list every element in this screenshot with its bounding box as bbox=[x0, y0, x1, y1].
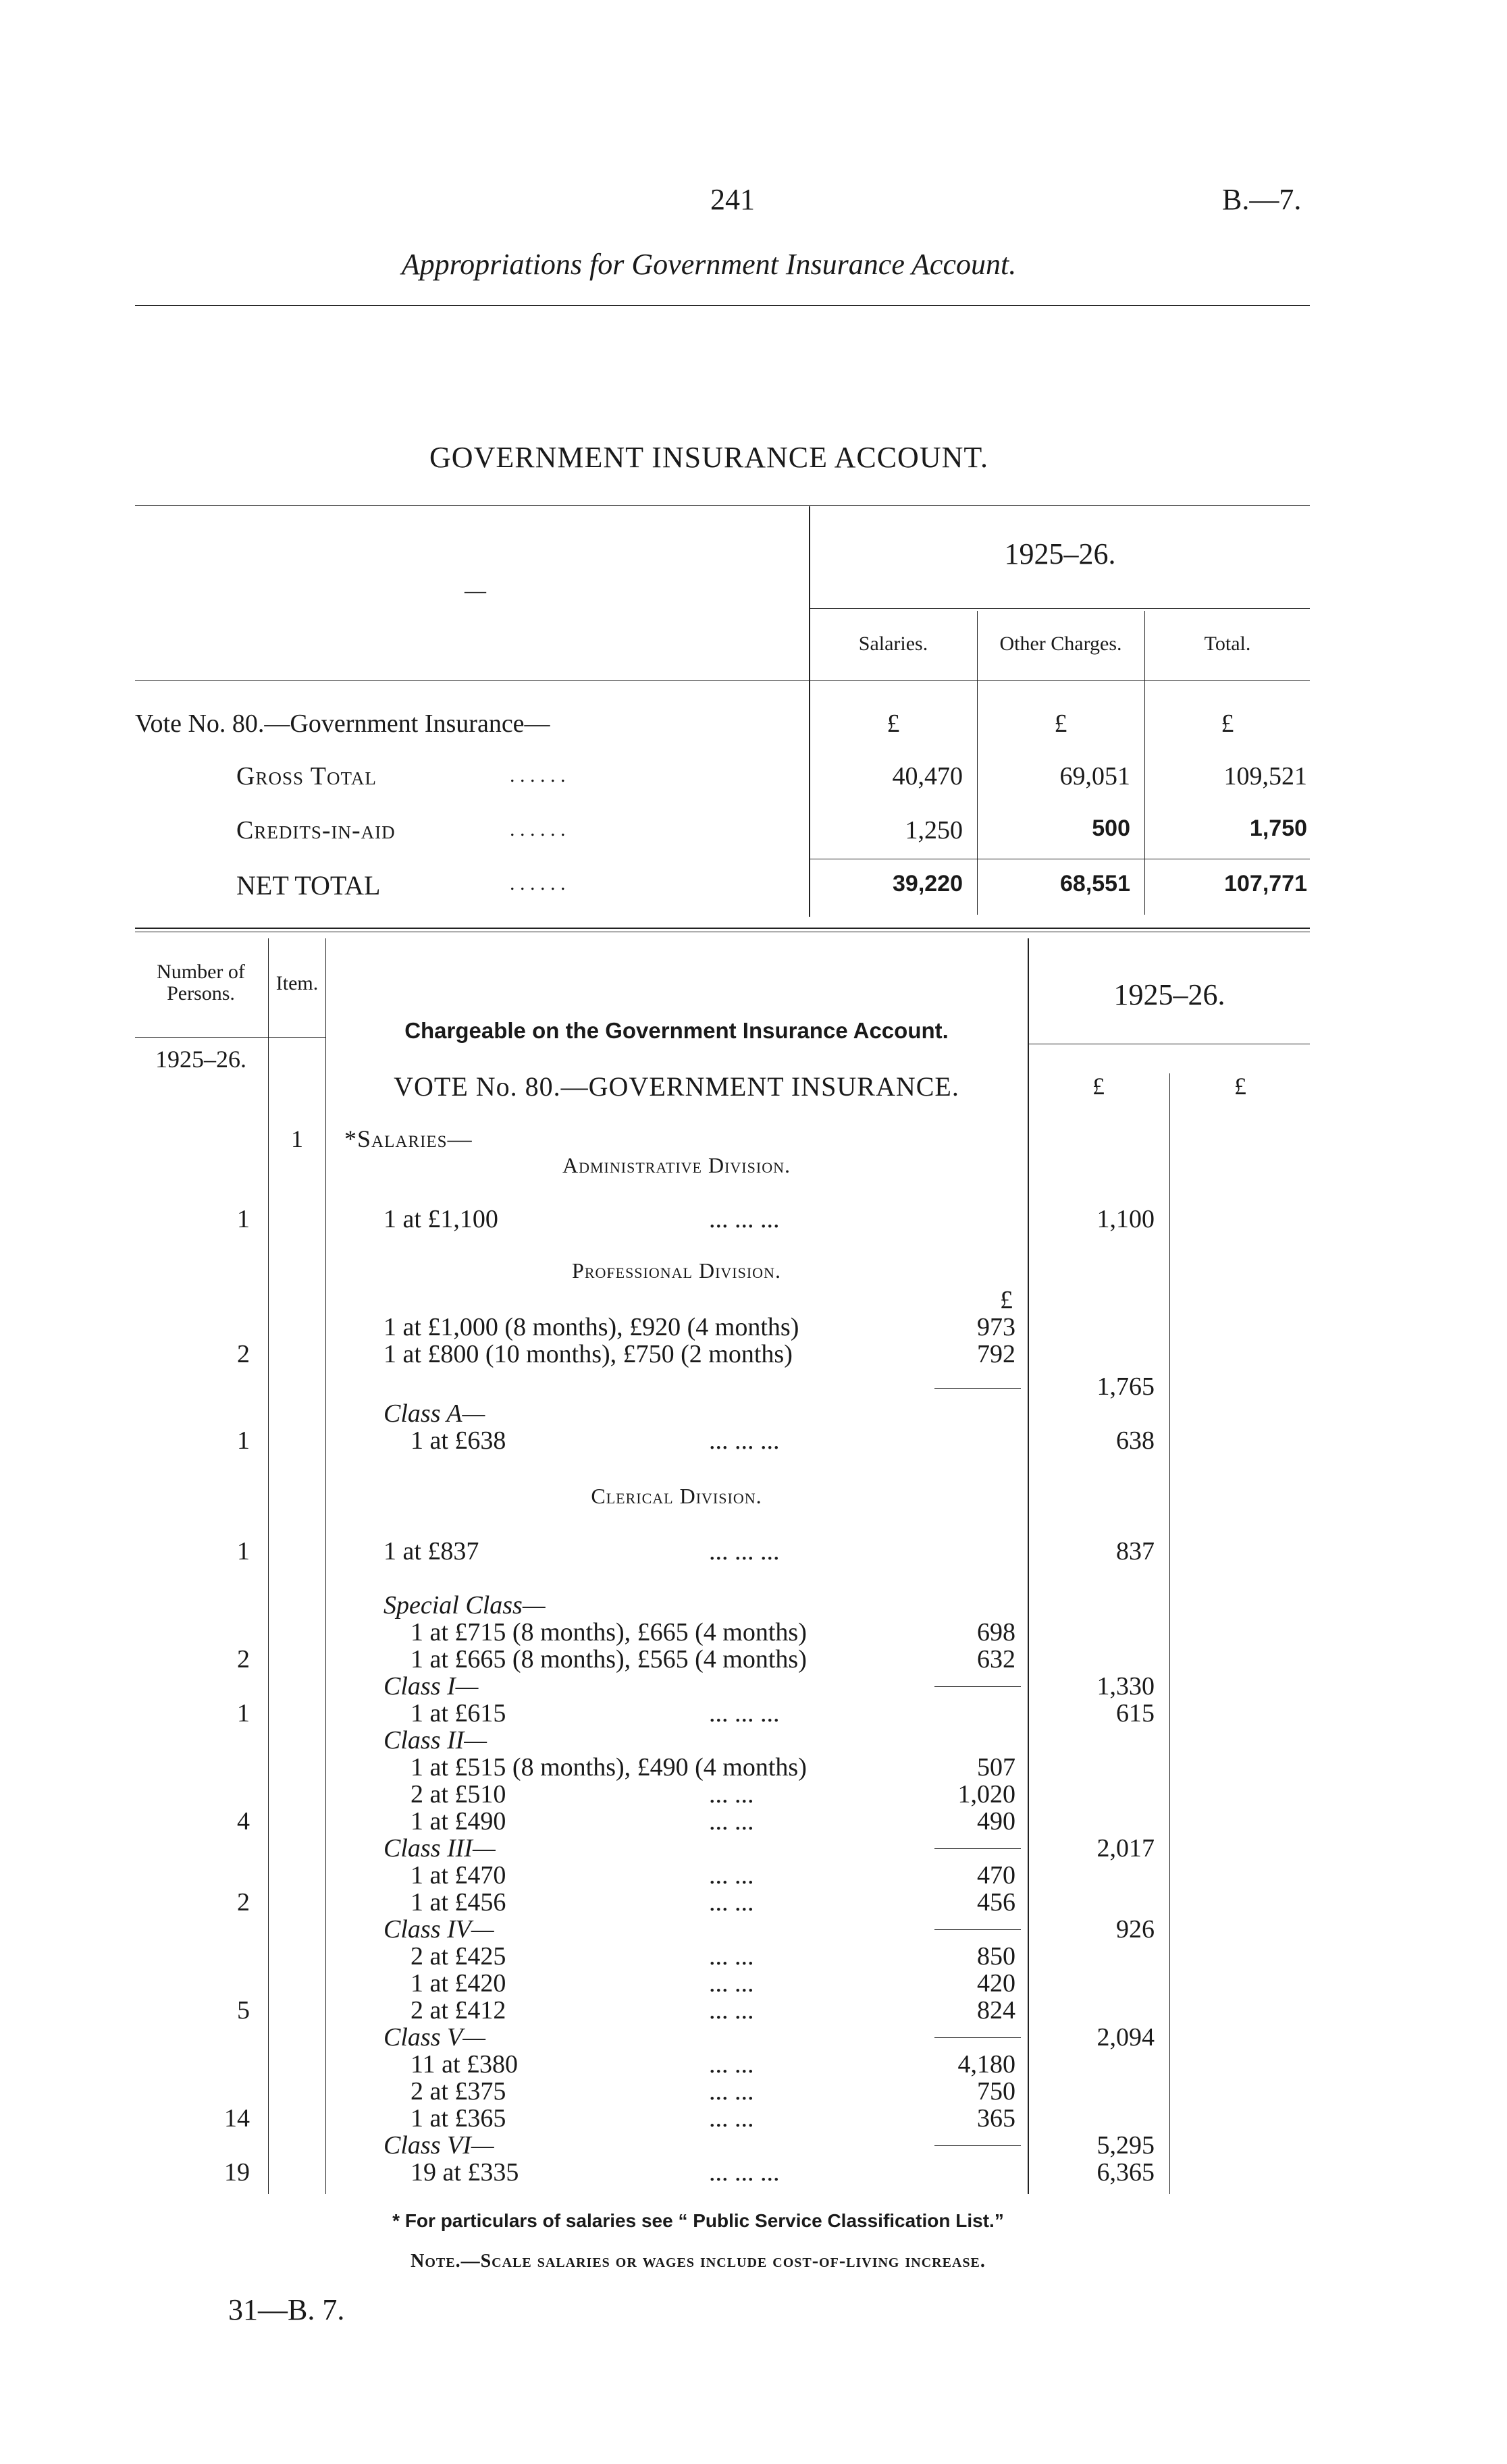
sub-amount: 792 bbox=[977, 1340, 1015, 1368]
salary-line: 1 at £665 (8 months), £565 (4 months) bbox=[411, 1645, 807, 1673]
leader-dots: ... ... ... bbox=[709, 1205, 780, 1233]
salary-line: 1 at £800 (10 months), £750 (2 months) bbox=[384, 1340, 793, 1368]
amount: 2,094 bbox=[1096, 2023, 1155, 2052]
persons-count: 1 bbox=[237, 1205, 250, 1233]
salary-line: 2 at £412 bbox=[411, 1996, 506, 2025]
sub-amount: 1,020 bbox=[957, 1780, 1015, 1809]
net-salaries: 39,220 bbox=[893, 871, 963, 896]
salary-line: 2 at £425 bbox=[411, 1942, 506, 1971]
gross-salaries: 40,470 bbox=[892, 762, 963, 791]
credits-other: 500 bbox=[1092, 815, 1130, 841]
detail-year: 1925–26. bbox=[1113, 978, 1225, 1011]
currency-other: £ bbox=[1054, 709, 1067, 738]
net-total: 107,771 bbox=[1224, 871, 1307, 896]
clerical-division-heading: Clerical Division. bbox=[591, 1484, 762, 1508]
gross-total-label: Gross Total bbox=[236, 762, 377, 791]
sub-amount: 470 bbox=[977, 1861, 1015, 1890]
salary-line: 1 at £365 bbox=[411, 2104, 506, 2133]
page-number: 241 bbox=[710, 183, 755, 216]
salary-line: 1 at £615 bbox=[411, 1699, 506, 1728]
amount: 1,330 bbox=[1096, 1672, 1155, 1700]
summary-year-rule bbox=[810, 608, 1310, 609]
page-subtitle: Appropriations for Government Insurance Account. bbox=[401, 248, 1017, 281]
pound-sign-col2: £ bbox=[1234, 1073, 1246, 1100]
salary-line: 1 at £490 bbox=[411, 1807, 506, 1836]
sub-amount: 456 bbox=[977, 1888, 1015, 1917]
class-label: Class I— bbox=[384, 1672, 479, 1700]
leader-dots: ... ... bbox=[709, 1996, 754, 2025]
subtotal-rule bbox=[934, 1929, 1021, 1930]
currency-total: £ bbox=[1221, 709, 1234, 738]
subtotal-rule bbox=[934, 2145, 1021, 2146]
professional-division-heading: Professional Division. bbox=[572, 1258, 781, 1283]
col-number-of-persons: Number of Persons. bbox=[157, 961, 245, 1005]
leader-dots: ... ... bbox=[709, 2077, 754, 2106]
chargeable-heading: Chargeable on the Government Insurance Account. bbox=[404, 1018, 949, 1043]
amount: 638 bbox=[1116, 1426, 1155, 1455]
persons-count: 2 bbox=[237, 1888, 250, 1917]
leader-dots: . . . . . . bbox=[510, 764, 566, 786]
amount: 837 bbox=[1116, 1537, 1155, 1565]
amount: 1,100 bbox=[1096, 1205, 1155, 1233]
class-label: Class VI— bbox=[384, 2131, 494, 2160]
sub-amount: 507 bbox=[977, 1753, 1015, 1782]
credits-total: 1,750 bbox=[1249, 815, 1307, 841]
leader-dots: ... ... ... bbox=[709, 1537, 780, 1565]
footer-reference: 31—B. 7. bbox=[228, 2293, 345, 2326]
amount: 615 bbox=[1116, 1699, 1155, 1728]
persons-year: 1925–26. bbox=[155, 1046, 246, 1073]
col-total: Total. bbox=[1204, 633, 1251, 655]
col-item: Item. bbox=[275, 972, 319, 994]
persons-count: 1 bbox=[237, 1426, 250, 1455]
net-total-label: NET TOTAL bbox=[236, 870, 381, 901]
gross-total: 109,521 bbox=[1223, 762, 1307, 791]
subtotal-rule bbox=[934, 1686, 1021, 1687]
sub-amount: 490 bbox=[977, 1807, 1015, 1836]
amount-subcolumn-divider bbox=[1169, 1073, 1170, 2194]
persons-count: 1 bbox=[237, 1699, 250, 1728]
class-label: Class IV— bbox=[384, 1915, 494, 1944]
leader-dots: ... ... bbox=[709, 1780, 754, 1809]
persons-count: 2 bbox=[237, 1645, 250, 1673]
persons-header-rule bbox=[135, 1037, 325, 1038]
summary-year: 1925–26. bbox=[1004, 537, 1116, 570]
salary-line: 19 at £335 bbox=[411, 2158, 519, 2187]
persons-count: 4 bbox=[237, 1807, 250, 1836]
amount: 926 bbox=[1116, 1915, 1155, 1944]
leader-dots: ... ... bbox=[709, 2050, 754, 2079]
salary-line: 1 at £470 bbox=[411, 1861, 506, 1890]
footnote: * For particulars of salaries see “ Public Service Classification List.” bbox=[392, 2210, 1004, 2231]
salary-line: 1 at £1,100 bbox=[384, 1205, 498, 1233]
subtotal-rule bbox=[934, 1388, 1021, 1389]
salary-line: 1 at £1,000 (8 months), £920 (4 months) bbox=[384, 1313, 799, 1341]
sub-amount: 973 bbox=[977, 1313, 1015, 1341]
item-number: 1 bbox=[291, 1125, 303, 1152]
persons-count: 19 bbox=[224, 2158, 250, 2187]
persons-column-divider bbox=[268, 938, 269, 2194]
persons-count: 2 bbox=[237, 1340, 250, 1368]
summary-bottom-rule bbox=[135, 928, 1310, 929]
sub-amount: 632 bbox=[977, 1645, 1015, 1673]
amount: 1,765 bbox=[1096, 1372, 1155, 1401]
salary-line: 2 at £375 bbox=[411, 2077, 506, 2106]
sub-amount: 750 bbox=[977, 2077, 1015, 2106]
leader-dots: ... ... ... bbox=[709, 1426, 780, 1455]
amount: 5,295 bbox=[1096, 2131, 1155, 2160]
persons-count: 1 bbox=[237, 1537, 250, 1565]
persons-count: 14 bbox=[224, 2104, 250, 2133]
col-salaries: Salaries. bbox=[858, 633, 928, 655]
class-label: Special Class— bbox=[384, 1591, 546, 1619]
vote-title: VOTE No. 80.—GOVERNMENT INSURANCE. bbox=[394, 1071, 959, 1102]
leader-dots: ... ... bbox=[709, 1942, 754, 1971]
class-label: Class V— bbox=[384, 2023, 485, 2052]
summary-title: GOVERNMENT INSURANCE ACCOUNT. bbox=[429, 441, 988, 474]
summary-top-rule bbox=[135, 505, 1310, 506]
amount-column-divider bbox=[1028, 938, 1029, 2194]
pound-sign-col1: £ bbox=[1092, 1073, 1105, 1100]
class-label: Class III— bbox=[384, 1834, 496, 1863]
note: Note.—Scale salaries or wages include cost-of-living increase. bbox=[411, 2251, 986, 2272]
leader-dots: ... ... bbox=[709, 2104, 754, 2133]
leader-dots: ... ... bbox=[709, 1807, 754, 1836]
subtotal-rule bbox=[934, 2037, 1021, 2038]
sub-amount: 365 bbox=[977, 2104, 1015, 2133]
salaries-heading: *Salaries— bbox=[344, 1125, 473, 1152]
leader-dots: ... ... bbox=[709, 1969, 754, 1998]
subtotal-rule bbox=[934, 1848, 1021, 1849]
salary-line: 1 at £420 bbox=[411, 1969, 506, 1998]
amount: 2,017 bbox=[1096, 1834, 1155, 1863]
net-other: 68,551 bbox=[1060, 871, 1130, 896]
leader-dots: . . . . . . bbox=[510, 872, 566, 894]
sub-amount: 698 bbox=[977, 1618, 1015, 1646]
credits-in-aid-label: Credits-in-aid bbox=[236, 816, 396, 845]
salary-line: 1 at £638 bbox=[411, 1426, 506, 1455]
salary-line: 2 at £510 bbox=[411, 1780, 506, 1809]
col-other-charges: Other Charges. bbox=[999, 633, 1122, 655]
sub-amount: 4,180 bbox=[957, 2050, 1015, 2079]
administrative-division-heading: Administrative Division. bbox=[562, 1153, 791, 1177]
leader-dots: . . . . . . bbox=[510, 818, 566, 840]
salary-line: 11 at £380 bbox=[411, 2050, 519, 2079]
persons-count: 5 bbox=[237, 1996, 250, 2025]
document-reference: B.—7. bbox=[1222, 183, 1302, 216]
class-label: Class A— bbox=[384, 1399, 485, 1428]
leader-dots: ... ... bbox=[709, 1888, 754, 1917]
summary-dash: — bbox=[465, 578, 486, 602]
header-rule bbox=[135, 305, 1310, 306]
summary-header-rule bbox=[135, 680, 1310, 681]
gross-other: 69,051 bbox=[1059, 762, 1130, 791]
class-label: Class II— bbox=[384, 1726, 487, 1755]
vote-label: Vote No. 80.—Government Insurance— bbox=[135, 709, 550, 738]
leader-dots: ... ... ... bbox=[709, 1699, 780, 1728]
leader-dots: ... ... bbox=[709, 1861, 754, 1890]
salary-line: 1 at £715 (8 months), £665 (4 months) bbox=[411, 1618, 807, 1646]
sub-amount: 850 bbox=[977, 1942, 1015, 1971]
leader-dots: ... ... ... bbox=[709, 2158, 780, 2187]
salary-line: 1 at £837 bbox=[384, 1537, 479, 1565]
sub-amount: 420 bbox=[977, 1969, 1015, 1998]
item-column-divider bbox=[325, 938, 326, 2194]
sub-amount: 824 bbox=[977, 1996, 1015, 2025]
credits-salaries: 1,250 bbox=[905, 816, 963, 845]
salary-line: 1 at £456 bbox=[411, 1888, 506, 1917]
salary-line: 1 at £515 (8 months), £490 (4 months) bbox=[411, 1753, 807, 1782]
pound-sign-sub: £ bbox=[1000, 1286, 1013, 1314]
amount: 6,365 bbox=[1096, 2158, 1155, 2187]
currency-salaries: £ bbox=[887, 709, 900, 738]
